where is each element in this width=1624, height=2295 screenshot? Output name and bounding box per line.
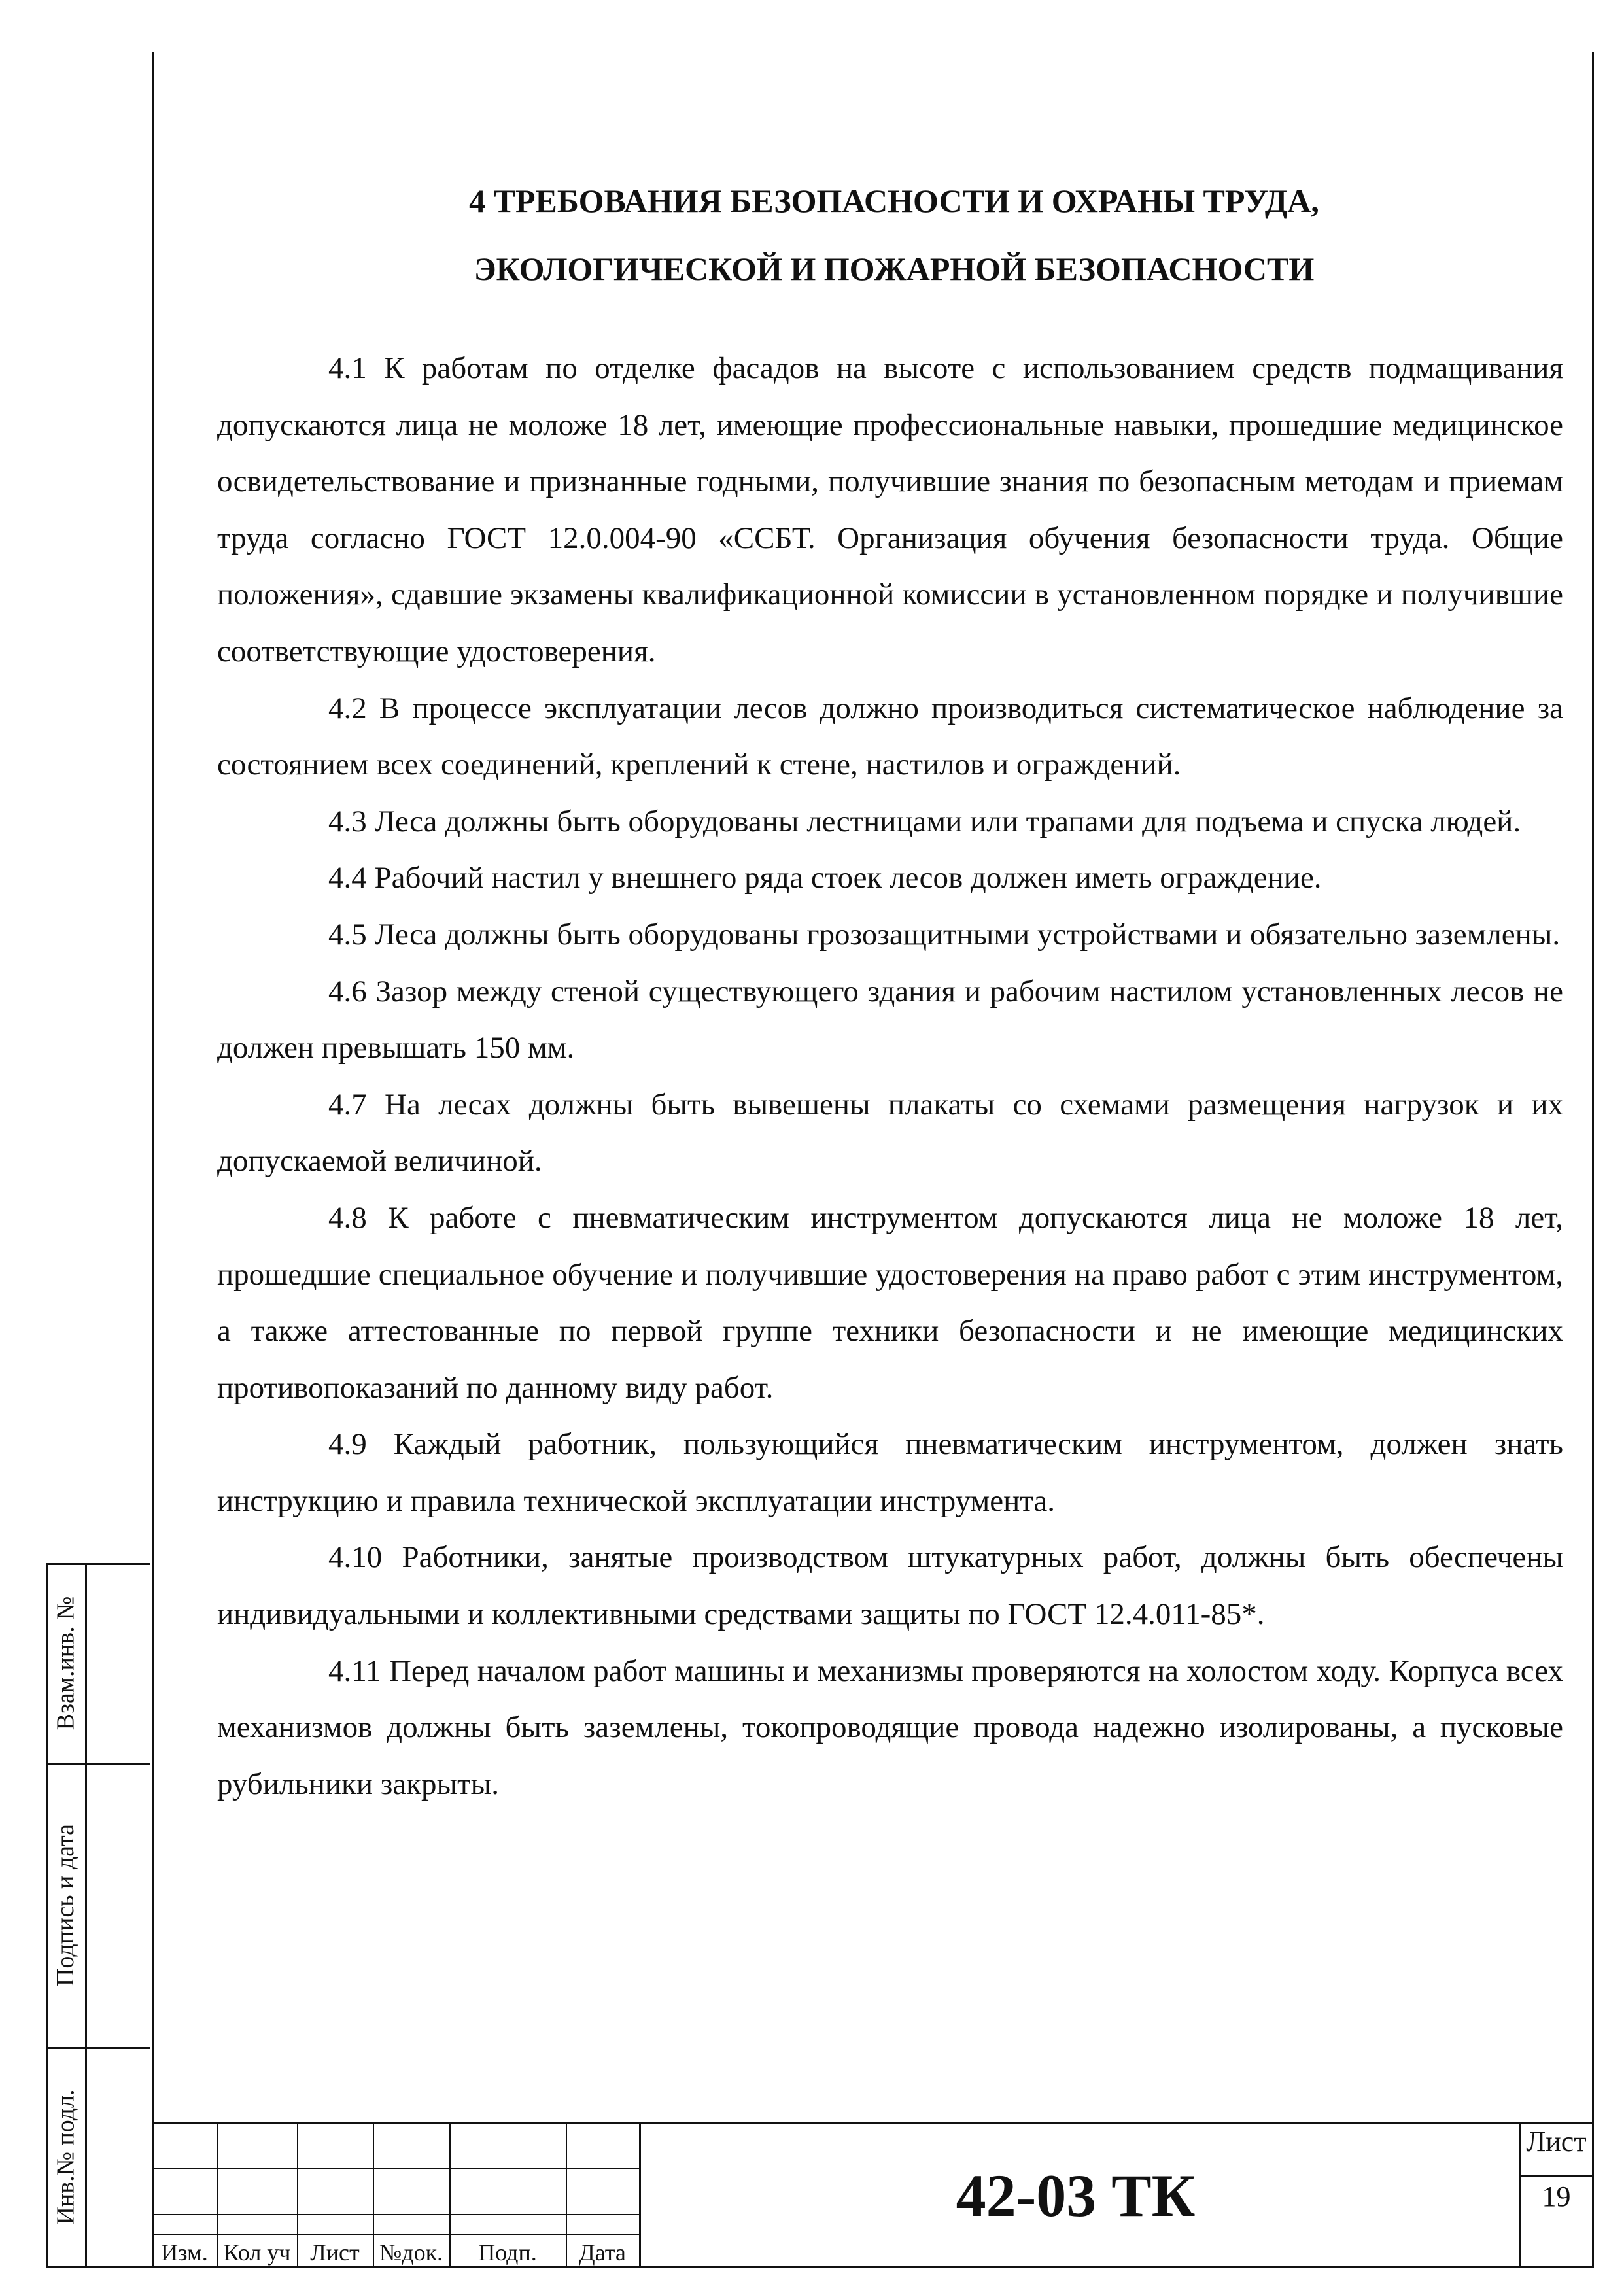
frame-left-border <box>152 52 154 2266</box>
col-ndok: №док. <box>379 2239 443 2266</box>
section-heading <box>196 167 1592 303</box>
zam-inv-cell <box>46 1563 85 1763</box>
frame-right-border <box>1592 52 1594 2266</box>
heading-line-1: 4 ТРЕБОВАНИЯ БЕЗОПАСНОСТИ И ОХРАНЫ ТРУДА, <box>469 182 1319 219</box>
paragraph-4-3: 4.3 Леса должны быть оборудованы лестницами или трапами для подъема и спуска людей. <box>328 804 1521 838</box>
sheet-box-divider <box>1519 2175 1594 2177</box>
section-body <box>217 340 1563 1812</box>
side-stamp <box>46 1563 150 2266</box>
paragraph-4-5: 4.5 Леса должны быть оборудованы грозозащитными устройствами и обязательно заземлены. <box>328 917 1561 952</box>
zam-inv-label: Взам.инв. № <box>52 1596 80 1730</box>
sheet-label: Лист <box>1526 2126 1587 2158</box>
paragraph-4-9: 4.9 Каждый работник, пользующийся пневматическим инструментом, должен знать инструкцию и правила технической эксплуатации инструмента. <box>217 1427 1563 1518</box>
paragraph-4-1: 4.1 К работам по отделке фасадов на высоте с использованием средств подмащивания допускаются лица не моложе 18 лет, имеющие профессиональные навыки, прошедшие медицинское освидетельствование и признанные годными, получившие знания по безопасным методам и приемам труда согласно ГОСТ 12.0.004-90 «ССБТ. Организация обучения безопасности труда. Общие положения», сдавшие экзамены квалификационной комиссии в установленном порядке и получившие соответствующие удостоверения. <box>217 351 1563 668</box>
paragraph-4-11: 4.11 Перед началом работ машины и механизмы проверяются на холостом ходу. Корпуса всех механизмов должны быть заземлены, токопроводящие провода надежно изолированы, а пусковые рубильники закрыты. <box>217 1653 1563 1801</box>
col-data: Дата <box>579 2239 626 2266</box>
side-stamp-inner-line <box>85 1563 87 2266</box>
col-podp: Подп. <box>478 2239 537 2266</box>
inv-podl-label: Инв.№ подл. <box>52 2088 80 2225</box>
document-code: 42-03 ТК <box>956 2162 1196 2229</box>
signature-date-cell <box>46 1763 85 2047</box>
inv-podl-cell <box>46 2047 85 2266</box>
paragraph-4-6: 4.6 Зазор между стеной существующего здания и рабочим настилом установленных лесов не должен превышать 150 мм. <box>217 974 1563 1065</box>
col-kol-uch: Кол уч <box>223 2239 291 2266</box>
paragraph-4-4: 4.4 Рабочий настил у внешнего ряда стоек лесов должен иметь ограждение. <box>328 861 1322 895</box>
paragraph-4-8: 4.8 К работе с пневматическим инструментом допускаются лица не моложе 18 лет, прошедшие специальное обучение и получившие удостоверения на право работ с этим инструментом, а также аттестованные по первой группе техники безопасности и не имеющие медицинских противопоказаний по данному виду работ. <box>217 1200 1563 1405</box>
paragraph-4-7: 4.7 На лесах должны быть вывешены плакаты со схемами размещения нагрузок и их допускаемой величиной. <box>217 1087 1563 1179</box>
col-izm: Изм. <box>161 2239 208 2266</box>
heading-line-2: ЭКОЛОГИЧЕСКОЙ И ПОЖАРНОЙ БЕЗОПАСНОСТИ <box>474 250 1315 287</box>
paragraph-4-10: 4.10 Работники, занятые производством штукатурных работ, должны быть обеспечены индивидуальными и коллективными средствами защиты по ГОСТ 12.4.011-85*. <box>217 1540 1563 1632</box>
paragraph-4-2: 4.2 В процессе эксплуатации лесов должно производиться систематическое наблюдение за состоянием всех соединений, креплений к стене, настилов и ограждений. <box>217 691 1563 782</box>
col-list: Лист <box>310 2239 360 2266</box>
signature-date-label: Подпись и дата <box>52 1823 80 1986</box>
title-block <box>152 2122 1594 2268</box>
sheet-number: 19 <box>1542 2181 1571 2213</box>
